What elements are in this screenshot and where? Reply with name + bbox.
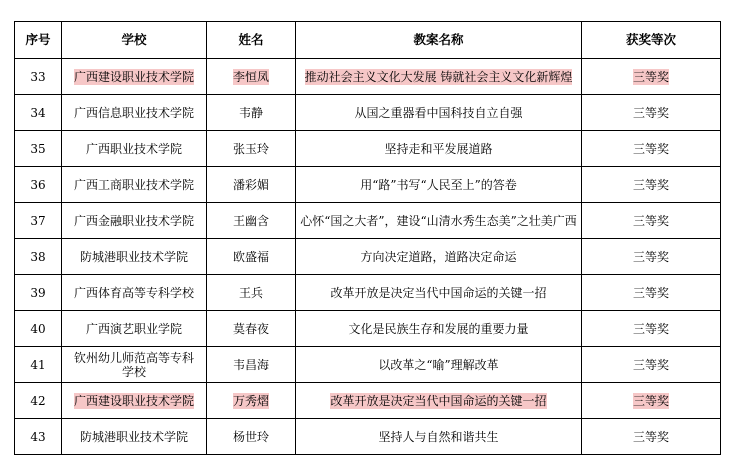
cell-school-text: 防城港职业技术学院 xyxy=(79,249,188,264)
cell-title-text: 方向决定道路，道路决定命运 xyxy=(360,249,517,264)
cell-school-text: 广西演艺职业学院 xyxy=(85,321,182,336)
cell-award xyxy=(582,167,721,203)
header-name: 姓名 xyxy=(207,22,296,59)
cell-award-text: 三等奖 xyxy=(632,357,669,372)
cell-title-text: 改革开放是决定当代中国命运的关键一招 xyxy=(330,285,547,300)
cell-award-text: 三等奖 xyxy=(632,393,669,408)
cell-no-text: 41 xyxy=(30,357,46,372)
cell-name-text: 韦昌海 xyxy=(232,357,269,372)
cell-school xyxy=(62,203,207,239)
table-row xyxy=(15,239,721,275)
cell-award xyxy=(582,95,721,131)
cell-no xyxy=(15,311,62,347)
award-table-container xyxy=(14,21,720,455)
cell-name xyxy=(207,239,296,275)
cell-no xyxy=(15,203,62,239)
cell-name xyxy=(207,419,296,455)
header-award: 获奖等次 xyxy=(582,22,721,59)
cell-name-text: 王幽含 xyxy=(232,213,269,228)
cell-award xyxy=(582,239,721,275)
cell-title xyxy=(296,347,582,383)
cell-award xyxy=(582,59,721,95)
cell-name-text: 韦静 xyxy=(238,105,263,120)
table-row xyxy=(15,311,721,347)
cell-award-text: 三等奖 xyxy=(632,213,669,228)
cell-school xyxy=(62,419,207,455)
cell-school-text: 广西建设职业技术学院 xyxy=(73,393,194,408)
cell-title-text: 心怀“国之大者”，建设“山清水秀生态美”之壮美广西 xyxy=(300,213,577,228)
cell-school xyxy=(62,59,207,95)
cell-award xyxy=(582,419,721,455)
cell-title-text: 文化是民族生存和发展的重要力量 xyxy=(348,321,529,336)
cell-school xyxy=(62,95,207,131)
cell-name xyxy=(207,203,296,239)
cell-title xyxy=(296,383,582,419)
cell-no-text: 36 xyxy=(30,177,46,192)
cell-name-text: 潘彩媚 xyxy=(232,177,269,192)
cell-school xyxy=(62,239,207,275)
cell-no-text: 39 xyxy=(30,285,46,300)
cell-no xyxy=(15,59,62,95)
cell-school xyxy=(62,347,207,383)
table-header xyxy=(15,22,721,59)
cell-name xyxy=(207,59,296,95)
cell-no xyxy=(15,419,62,455)
cell-title xyxy=(296,203,582,239)
cell-title-text: 以改革之“喻”理解改革 xyxy=(378,357,499,372)
cell-school-text: 广西体育高等专科学校 xyxy=(73,285,194,300)
cell-school-text: 广西建设职业技术学院 xyxy=(73,69,194,84)
cell-award xyxy=(582,275,721,311)
cell-name xyxy=(207,383,296,419)
cell-no xyxy=(15,275,62,311)
cell-name xyxy=(207,275,296,311)
cell-no xyxy=(15,347,62,383)
header-school: 学校 xyxy=(62,22,207,59)
table-row xyxy=(15,383,721,419)
cell-award xyxy=(582,131,721,167)
cell-title xyxy=(296,59,582,95)
cell-title-text: 改革开放是决定当代中国命运的关键一招 xyxy=(330,393,547,408)
cell-title xyxy=(296,167,582,203)
cell-award-text: 三等奖 xyxy=(632,105,669,120)
table-row xyxy=(15,59,721,95)
table-body xyxy=(15,59,721,455)
header-title: 教案名称 xyxy=(296,22,582,59)
cell-award-text: 三等奖 xyxy=(632,69,669,84)
cell-school xyxy=(62,311,207,347)
cell-title-text: 坚持人与自然和谐共生 xyxy=(378,429,499,444)
cell-award xyxy=(582,347,721,383)
cell-name-text: 王兵 xyxy=(238,285,263,300)
cell-title xyxy=(296,239,582,275)
cell-no xyxy=(15,239,62,275)
cell-title xyxy=(296,95,582,131)
award-table xyxy=(14,21,721,455)
cell-name-text: 莫春夜 xyxy=(232,321,269,336)
cell-name-text: 万秀熠 xyxy=(232,393,269,408)
cell-school xyxy=(62,167,207,203)
cell-title xyxy=(296,419,582,455)
cell-no xyxy=(15,167,62,203)
cell-school-text: 钦州幼儿师范高等专科学校 xyxy=(73,350,194,379)
cell-school-text: 广西职业技术学院 xyxy=(85,141,182,156)
cell-school-text: 广西信息职业技术学院 xyxy=(73,105,194,120)
cell-award-text: 三等奖 xyxy=(632,249,669,264)
cell-school xyxy=(62,131,207,167)
cell-no-text: 35 xyxy=(30,141,46,156)
cell-award xyxy=(582,383,721,419)
cell-school-text: 广西金融职业技术学院 xyxy=(73,213,194,228)
table-row xyxy=(15,167,721,203)
cell-award-text: 三等奖 xyxy=(632,177,669,192)
table-row xyxy=(15,131,721,167)
cell-no-text: 37 xyxy=(30,213,46,228)
cell-award xyxy=(582,311,721,347)
cell-title-text: 用“路”书写“人民至上”的答卷 xyxy=(360,177,517,192)
cell-award-text: 三等奖 xyxy=(632,321,669,336)
cell-title xyxy=(296,275,582,311)
cell-no-text: 42 xyxy=(30,393,46,408)
cell-no-text: 40 xyxy=(30,321,46,336)
cell-name xyxy=(207,167,296,203)
cell-award-text: 三等奖 xyxy=(632,141,669,156)
cell-name-text: 李恒凤 xyxy=(232,69,269,84)
cell-name-text: 杨世玲 xyxy=(232,429,269,444)
cell-title xyxy=(296,131,582,167)
cell-school xyxy=(62,275,207,311)
cell-name-text: 张玉玲 xyxy=(232,141,269,156)
cell-no xyxy=(15,383,62,419)
cell-no-text: 38 xyxy=(30,249,46,264)
table-row xyxy=(15,275,721,311)
cell-award-text: 三等奖 xyxy=(632,429,669,444)
cell-name xyxy=(207,347,296,383)
cell-award-text: 三等奖 xyxy=(632,285,669,300)
cell-school-text: 广西工商职业技术学院 xyxy=(73,177,194,192)
table-row xyxy=(15,347,721,383)
cell-title-text: 推动社会主义文化大发展 铸就社会主义文化新辉煌 xyxy=(304,69,573,84)
cell-name xyxy=(207,95,296,131)
cell-name xyxy=(207,131,296,167)
cell-no-text: 43 xyxy=(30,429,46,444)
cell-name xyxy=(207,311,296,347)
cell-no-text: 33 xyxy=(30,69,46,84)
table-row xyxy=(15,95,721,131)
cell-school xyxy=(62,383,207,419)
cell-no xyxy=(15,131,62,167)
cell-school-text: 防城港职业技术学院 xyxy=(79,429,188,444)
cell-title-text: 坚持走和平发展道路 xyxy=(384,141,493,156)
cell-award xyxy=(582,203,721,239)
cell-no xyxy=(15,95,62,131)
table-row xyxy=(15,419,721,455)
cell-no-text: 34 xyxy=(30,105,46,120)
header-row xyxy=(15,22,721,59)
cell-title xyxy=(296,311,582,347)
cell-title-text: 从国之重器看中国科技自立自强 xyxy=(354,105,523,120)
cell-name-text: 欧盛福 xyxy=(232,249,269,264)
header-no: 序号 xyxy=(15,22,62,59)
table-row xyxy=(15,203,721,239)
